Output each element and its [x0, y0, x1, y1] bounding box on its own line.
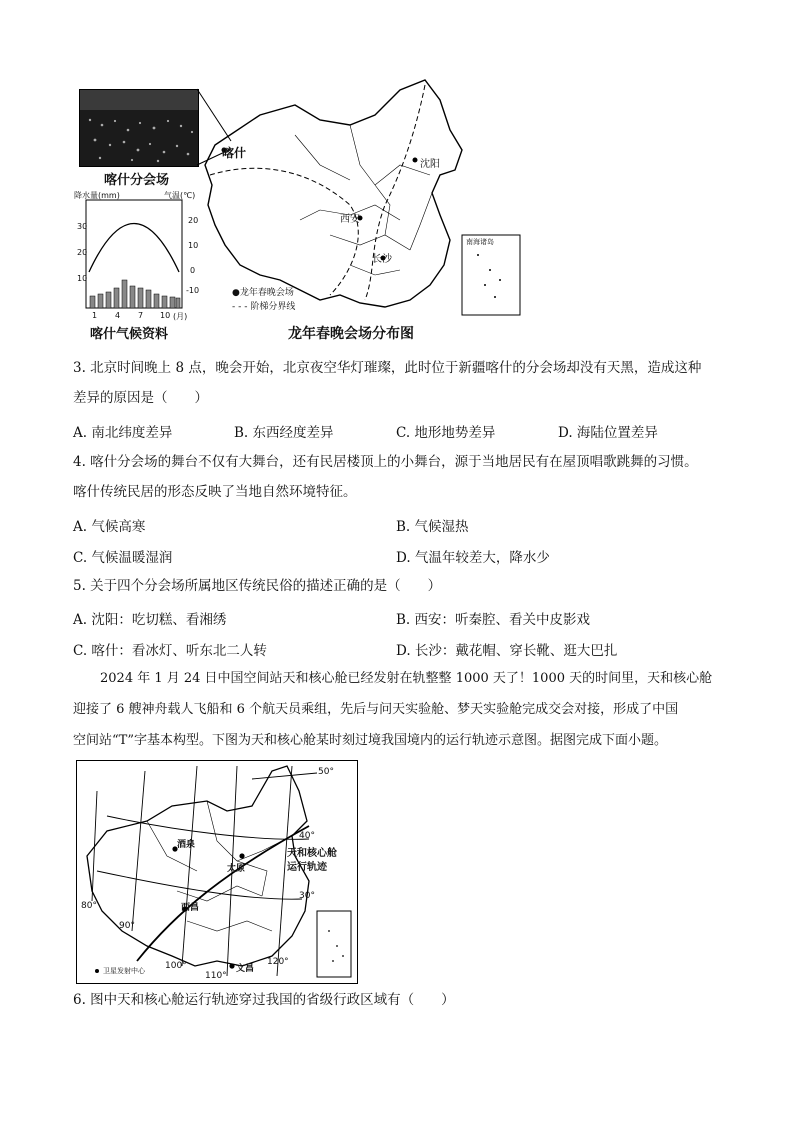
q5-option-b[interactable]: B. 西安：听秦腔、看关中皮影戏: [396, 612, 591, 628]
latitude-30: [97, 871, 302, 899]
launch-center-taiyuan: [239, 853, 244, 858]
right-tick: 0: [190, 266, 196, 275]
lon-label-110: 110°: [205, 971, 227, 981]
lon-label-90: 90°: [119, 921, 135, 931]
q4-option-c[interactable]: C. 气候温暖湿润: [73, 550, 173, 566]
china-outline: [87, 766, 309, 966]
launch-center-wenchang: [229, 963, 234, 968]
right-tick: -10: [186, 286, 200, 295]
temperature-curve: [89, 224, 179, 273]
dashed-line-symbol: - - -: [232, 302, 248, 312]
venue-marker-shenyang: [413, 158, 418, 163]
climate-chart: [86, 200, 186, 310]
legend-venue: ●龙年春晚会场: [232, 288, 294, 298]
map-label-changsha: 长沙: [372, 254, 392, 265]
q3-option-b[interactable]: B. 东西经度差异: [234, 425, 334, 441]
q5-option-a[interactable]: A. 沈阳：吃切糕、看湘绣: [73, 612, 227, 628]
legend-dot: [95, 969, 99, 973]
step-boundary-2: [365, 85, 425, 300]
lon-label-120: 120°: [267, 957, 289, 967]
month-tick: 10: [160, 311, 171, 320]
map-caption: 龙年春晚会场分布图: [288, 326, 414, 342]
lon-label-100: 100°: [165, 961, 187, 971]
q5-option-d[interactable]: D. 长沙：戴花帽、穿长靴、逛大巴扎: [396, 643, 618, 659]
meridian-90: [132, 771, 145, 931]
month-tick: 4: [115, 311, 121, 320]
q4-stem-line1: 4. 喀什分会场的舞台不仅有大舞台，还有民居楼顶上的小舞台，源于当地居民有在屋顶唱歌跳舞的习惯。: [73, 454, 698, 470]
passage-line1: 2024 年 1 月 24 日中国空间站天和核心舱已经发射在轨整整 1000 天了！1000 天的时间里，天和核心舱: [100, 671, 713, 686]
china-outline: [205, 80, 462, 307]
precip-bars: [90, 280, 180, 308]
city-label-jiuquan: 酒泉: [177, 840, 196, 850]
meridian-80: [92, 791, 97, 901]
q5-option-c[interactable]: C. 喀什：看冰灯、听东北二人转: [73, 643, 267, 659]
q3-stem-line2: 差异的原因是（ ）: [73, 390, 208, 406]
latitude-40: [107, 816, 309, 839]
month-tick: 1: [92, 311, 98, 320]
temp-axis-label: 气温(℃): [164, 191, 196, 200]
q4-option-d[interactable]: D. 气温年较差大，降水少: [396, 550, 550, 566]
step-boundary-1: [210, 168, 358, 295]
q3-stem-line1: 3. 北京时间晚上 8 点，晚会开始，北京夜空华灯璀璨，此时位于新疆喀什的分会场却没有天黑，造成这种: [73, 360, 702, 376]
map-label-xian: 西安: [340, 214, 360, 225]
passage-line2: 迎接了 6 艘神舟载人飞船和 6 个航天员乘组，先后与问天实验舱、梦天实验舱完成交会对接，形成了中国: [73, 702, 679, 717]
legend-boundary-line: [232, 299, 295, 312]
figure-2: [76, 760, 358, 984]
q3-option-a[interactable]: A. 南北纬度差异: [73, 425, 173, 441]
left-tick: 20: [77, 248, 88, 257]
q4-option-a[interactable]: A. 气候高寒: [73, 519, 146, 535]
lat-label-40: 40°: [299, 831, 315, 841]
q4-stem-line2: 喀什传统民居的形态反映了当地自然环境特征。: [73, 484, 357, 500]
city-label-wenchang: 文昌: [236, 964, 255, 974]
map-label-kashi: 喀什: [222, 146, 247, 160]
climate-caption: 喀什气候资料: [90, 327, 169, 342]
inset-label: 南海诸岛: [466, 238, 494, 246]
lat-label-30: 30°: [299, 891, 315, 901]
q3-option-d[interactable]: D. 海陆位置差异: [558, 425, 658, 441]
month-unit: (月): [173, 312, 188, 321]
left-tick: 30: [77, 222, 88, 231]
q6-stem-line1: 6. 图中天和核心舱运行轨迹穿过我国的省级行政区域有（ ）: [73, 992, 455, 1008]
left-tick: 10: [77, 274, 88, 283]
legend-label: 卫星发射中心: [103, 967, 145, 975]
latitude-50: [252, 773, 317, 779]
lat-label-50: 50°: [318, 767, 334, 777]
city-label-xichang: 西昌: [181, 903, 200, 913]
q5-stem-line1: 5. 关于四个分会场所属地区传统民俗的描述正确的是（ ）: [73, 578, 442, 594]
photo-caption: 喀什分会场: [104, 173, 170, 188]
map-label-shenyang: 沈阳: [420, 159, 440, 170]
precip-axis-label: 降水量(mm): [74, 191, 120, 200]
passage-line3: 空间站“T”字基本构型。下图为天和核心舱某时刻过境我国境内的运行轨迹示意图。据图完成下面小题。: [73, 733, 667, 748]
lon-label-80: 80°: [81, 901, 97, 911]
q3-option-c[interactable]: C. 地形地势差异: [396, 425, 496, 441]
q4-option-b[interactable]: B. 气候湿热: [396, 519, 469, 535]
city-label-taiyuan: 太原: [227, 864, 246, 874]
right-tick: 20: [188, 216, 199, 225]
month-tick: 7: [138, 311, 144, 320]
right-tick: 10: [188, 241, 199, 250]
orbit-track-label: 天和核心舱运行轨迹: [287, 848, 337, 873]
south-sea-inset: [317, 911, 351, 977]
legend-boundary-label: 阶梯分界线: [250, 302, 296, 312]
south-sea-inset: [462, 235, 520, 315]
meridian-100: [181, 766, 200, 966]
